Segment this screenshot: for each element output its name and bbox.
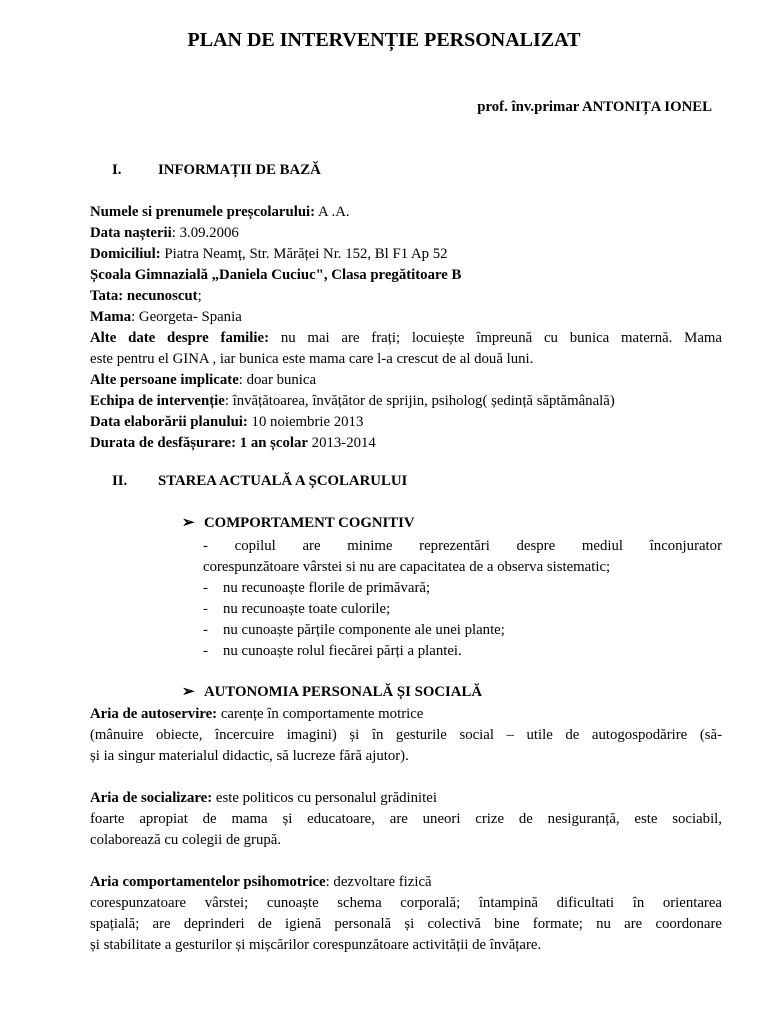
info-persons-line: Alte persoane implicate: doar bunica [90,372,317,388]
psihomotric-block [90,872,722,956]
document-title: PLAN DE INTERVENȚIE PERSONALIZAT [187,29,581,51]
list-item: - nu recunoaște toate culorile; [203,601,391,617]
list-item: - nu cunoaște rolul fiecărei părți a plantei. [203,643,462,659]
socializare-line-1: Aria de socializare: este politicos cu personalul grădinitei [90,790,437,806]
info-name-line: Numele si prenumele preșcolarului: A .A. [90,204,350,220]
psihomotric-line-1: Aria comportamentelor psihomotrice: dezvoltare fizică [90,874,432,890]
basic-info-block [90,202,722,454]
info-mother-line: Mama: Georgeta- Spania [90,309,242,325]
section-1-heading [112,160,321,181]
info-team-line: Echipa de intervenție: învățătoarea, învățător de sprijin, psiholog( ședință săptămânală) [90,393,615,409]
autoservire-line-2: (mânuire obiecte, încercuire imagini) și în gesturile social – utile de autogospodărire (să- [90,727,722,743]
info-family-line: Alte date despre familie: nu mai are frați; locuiește împreună cu bunica maternă. Mama [90,330,722,346]
info-school-line: Școala Gimnazială „Daniela Cuciuc", Clasa pregătitoare B [90,267,462,283]
arrow-bullet-icon: ➢ [182,515,195,531]
autonomy-heading: ➢ AUTONOMIA PERSONALĂ ȘI SOCIALĂ [182,682,482,703]
socializare-block [90,788,722,851]
info-plan-date-line: Data elaborării planului: 10 noiembrie 2013 [90,414,364,430]
section-2-number: II. [112,473,128,489]
psihomotric-line-3: spațială; are deprinderi de igienă personală și colectivă bine formate; nu are coordonare [90,916,722,932]
cognitive-para-line-2: corespunzătoare vârstei si nu are capacitatea de a observa sistematic; [203,559,611,575]
cognitive-block [203,536,722,662]
arrow-bullet-icon: ➢ [182,684,195,700]
section-1-title: INFORMAȚII DE BAZĂ [158,162,321,178]
autoservire-line-1: Aria de autoservire: carențe în comportamente motrice [90,706,424,722]
info-duration-line: Durata de desfășurare: 1 an școlar 2013-2014 [90,435,376,451]
author-line: prof. înv.primar ANTONIȚA IONEL [477,99,712,115]
section-1-number: I. [112,162,122,178]
cognitive-heading: ➢ COMPORTAMENT COGNITIV [182,513,415,534]
section-2-title: STAREA ACTUALĂ A ȘCOLARULUI [158,473,408,489]
list-item: - nu cunoaște părțile componente ale unei plante; [203,622,505,638]
autoservire-block [90,704,722,767]
info-father-line: Tata: necunoscut; [90,288,202,304]
info-address-line: Domiciliul: Piatra Neamț, Str. Mărăței Nr. 152, Bl F1 Ap 52 [90,246,448,262]
socializare-line-2: foarte apropiat de mama și educatoare, are uneori crize de nesiguranță, este sociabil, [90,811,722,827]
info-birthdate-line: Data nașterii: 3.09.2006 [90,225,239,241]
psihomotric-line-4: și stabilitate a gesturilor și mișcărilor corespunzătoare activității de învățare. [90,937,542,953]
autoservire-line-3: și ia singur materialul didactic, să lucreze fără ajutor). [90,748,409,764]
cognitive-para-line-1: - copilul are minime reprezentări despre mediul înconjurator [203,538,722,554]
psihomotric-line-2: corespunzatoare vârstei; cunoaște schema corporală; întampină dificultati în orientarea [90,895,722,911]
socializare-line-3: colaborează cu colegii de grupă. [90,832,282,848]
info-family-line-2: este pentru el GINA , iar bunica este mama care l-a crescut de al două luni. [90,351,534,367]
list-item: - nu recunoaște florile de primăvară; [203,580,431,596]
section-2-heading [112,471,407,492]
